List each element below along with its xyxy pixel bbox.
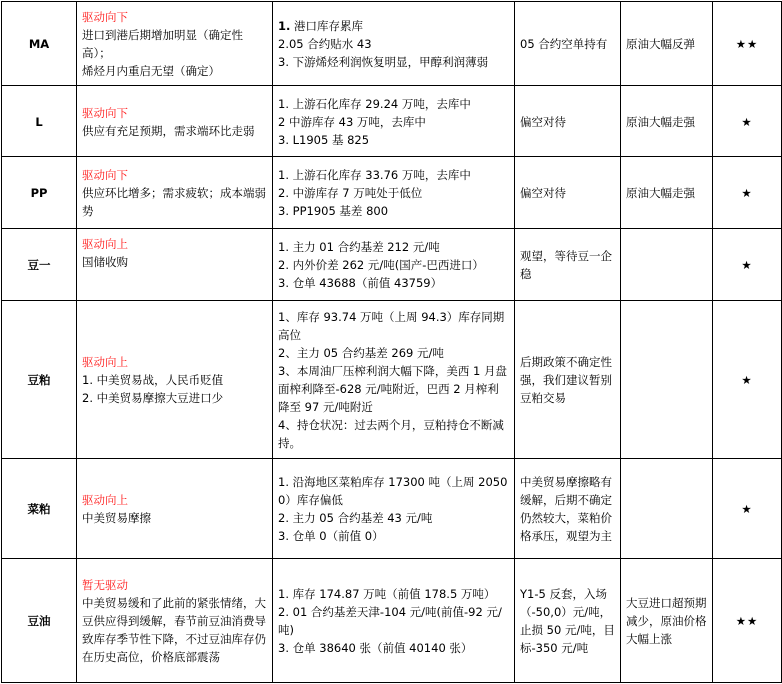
strategy-cell: 观望，等待豆一企稳 <box>515 229 621 301</box>
table-row <box>2 459 782 559</box>
data-line: 3、本周油厂压榨利润大幅下降，美西 1 月盘面榨利降至-628 元/吨附近，巴西 2 月榨利降至 97 元/吨附近 <box>278 364 507 414</box>
rating-stars: ★ <box>713 229 782 301</box>
rating-stars: ★ <box>713 301 782 459</box>
commodity-name: MA <box>2 2 77 86</box>
risk-cell <box>621 301 713 459</box>
logic-cell <box>77 2 273 86</box>
data-line: 2. 中游库存 7 万吨处于低位 <box>278 186 423 200</box>
logic-text: 进口到港后期增加明显（确定性高）； <box>82 28 243 60</box>
logic-cell <box>77 559 273 683</box>
data-line: 2 中游库存 43 万吨，去库中 <box>278 114 426 129</box>
rating-stars: ★★ <box>713 559 782 683</box>
logic-text: 1. 中美贸易战，人民币贬值 <box>82 373 224 387</box>
commodity-name: 豆一 <box>2 229 77 301</box>
risk-cell <box>621 459 713 559</box>
commodity-name: 豆粕 <box>2 301 77 459</box>
strategy-cell: Y1-5 反套，入场（-50,0）元/吨，止损 50 元/吨，目标-350 元/吨 <box>515 559 621 683</box>
rating-stars: ★ <box>713 86 782 157</box>
data-line: 1. 上游石化库存 29.24 万吨，去库中 <box>278 96 471 111</box>
data-line: 1. 库存 174.87 万吨（前值 178.5 万吨） <box>278 587 496 601</box>
logic-text: 供应环比增多；需求疲软；成本端弱势 <box>82 186 266 218</box>
risk-cell: 原油大幅走强 <box>621 86 713 157</box>
logic-text: 2. 中美贸易摩擦大豆进口少 <box>82 391 224 405</box>
data-line: 1、库存 93.74 万吨（上周 94.3）库存同期高位 <box>278 310 505 342</box>
strategy-cell: 偏空对待 <box>515 86 621 157</box>
strategy-cell: 后期政策不确定性强，我们建议暂别豆粕交易 <box>515 301 621 459</box>
data-line: 2.05 合约贴水 43 <box>278 37 372 51</box>
data-line: 3. 仓单 38640 张（前值 40140 张） <box>278 641 473 655</box>
table-row <box>2 157 782 229</box>
table-row <box>2 559 782 683</box>
driver-label: 驱动向上 <box>82 355 128 369</box>
data-cell <box>273 559 515 683</box>
risk-cell: 原油大幅反弹 <box>621 2 713 86</box>
driver-label: 驱动向下 <box>82 105 128 120</box>
data-line: 1. 港口库存累库 <box>278 19 364 33</box>
data-line: 3. 仓单 0（前值 0） <box>278 529 384 543</box>
data-line: 2. 内外价差 262 元/吨(国产-巴西进口） <box>278 258 484 272</box>
driver-label: 驱动向下 <box>82 10 128 24</box>
rating-stars: ★ <box>713 459 782 559</box>
logic-cell <box>77 459 273 559</box>
logic-text: 供应有充足预期，需求端环比走弱 <box>82 123 255 138</box>
data-line: 2. 01 合约基差天津-104 元/吨(前值-92 元/吨) <box>278 605 502 637</box>
table-row <box>2 229 782 301</box>
commodity-name: L <box>2 86 77 157</box>
data-cell <box>273 459 515 559</box>
commodity-name: 豆油 <box>2 559 77 683</box>
logic-cell <box>77 86 273 157</box>
data-line: 3. PP1905 基差 800 <box>278 204 389 218</box>
data-line: 3. 仓单 43688（前值 43759） <box>278 276 443 290</box>
driver-label: 暂无驱动 <box>82 578 128 592</box>
rating-stars: ★★ <box>713 2 782 86</box>
driver-label: 驱动向下 <box>82 168 128 182</box>
data-cell <box>273 2 515 86</box>
data-line: 1. 主力 01 合约基差 212 元/吨 <box>278 240 440 254</box>
data-line: 2、主力 05 合约基差 269 元/吨 <box>278 346 444 360</box>
risk-cell: 大豆进口超预期减少，原油价格大幅上涨 <box>621 559 713 683</box>
data-line: 2. 主力 05 合约基差 43 元/吨 <box>278 511 433 525</box>
driver-label: 驱动向上 <box>82 493 128 507</box>
data-line: 1. 沿海地区菜粕库存 17300 吨（上周 20500）库存偏低 <box>278 475 508 507</box>
strategy-cell: 05 合约空单持有 <box>515 2 621 86</box>
data-cell <box>273 86 515 157</box>
logic-cell <box>77 229 273 301</box>
strategy-cell: 偏空对待 <box>515 157 621 229</box>
logic-cell <box>77 301 273 459</box>
logic-text: 中美贸易缓和了此前的紧张情绪，大豆供应得到缓解，春节前豆油消费导致库存季节性下降，不过豆油库存仍在历史高位，价格底部震荡 <box>82 596 266 664</box>
risk-cell: 原油大幅走强 <box>621 157 713 229</box>
data-cell <box>273 157 515 229</box>
data-cell <box>273 301 515 459</box>
strategy-cell: 中美贸易摩擦略有缓解，后期不确定仍然较大，菜粕价格承压，观望为主 <box>515 459 621 559</box>
data-line: 3. L1905 基 825 <box>278 132 370 147</box>
commodity-table <box>1 1 782 683</box>
rating-stars: ★ <box>713 157 782 229</box>
logic-text: 中美贸易摩擦 <box>82 511 151 525</box>
table-row <box>2 2 782 86</box>
risk-cell <box>621 229 713 301</box>
logic-cell <box>77 157 273 229</box>
driver-label: 驱动向上 <box>82 237 128 251</box>
data-line: 3. 下游烯烃利润恢复明显，甲醇利润薄弱 <box>278 55 489 69</box>
table-row <box>2 86 782 157</box>
commodity-name: PP <box>2 157 77 229</box>
data-cell <box>273 229 515 301</box>
data-line: 4、持仓状况：过去两个月，豆粕持仓不断减持。 <box>278 418 504 450</box>
commodity-name: 菜粕 <box>2 459 77 559</box>
logic-text: 烯烃月内重启无望（确定） <box>82 64 220 78</box>
table-row <box>2 301 782 459</box>
data-line: 1. 上游石化库存 33.76 万吨，去库中 <box>278 168 471 182</box>
logic-text: 国储收购 <box>82 255 128 269</box>
